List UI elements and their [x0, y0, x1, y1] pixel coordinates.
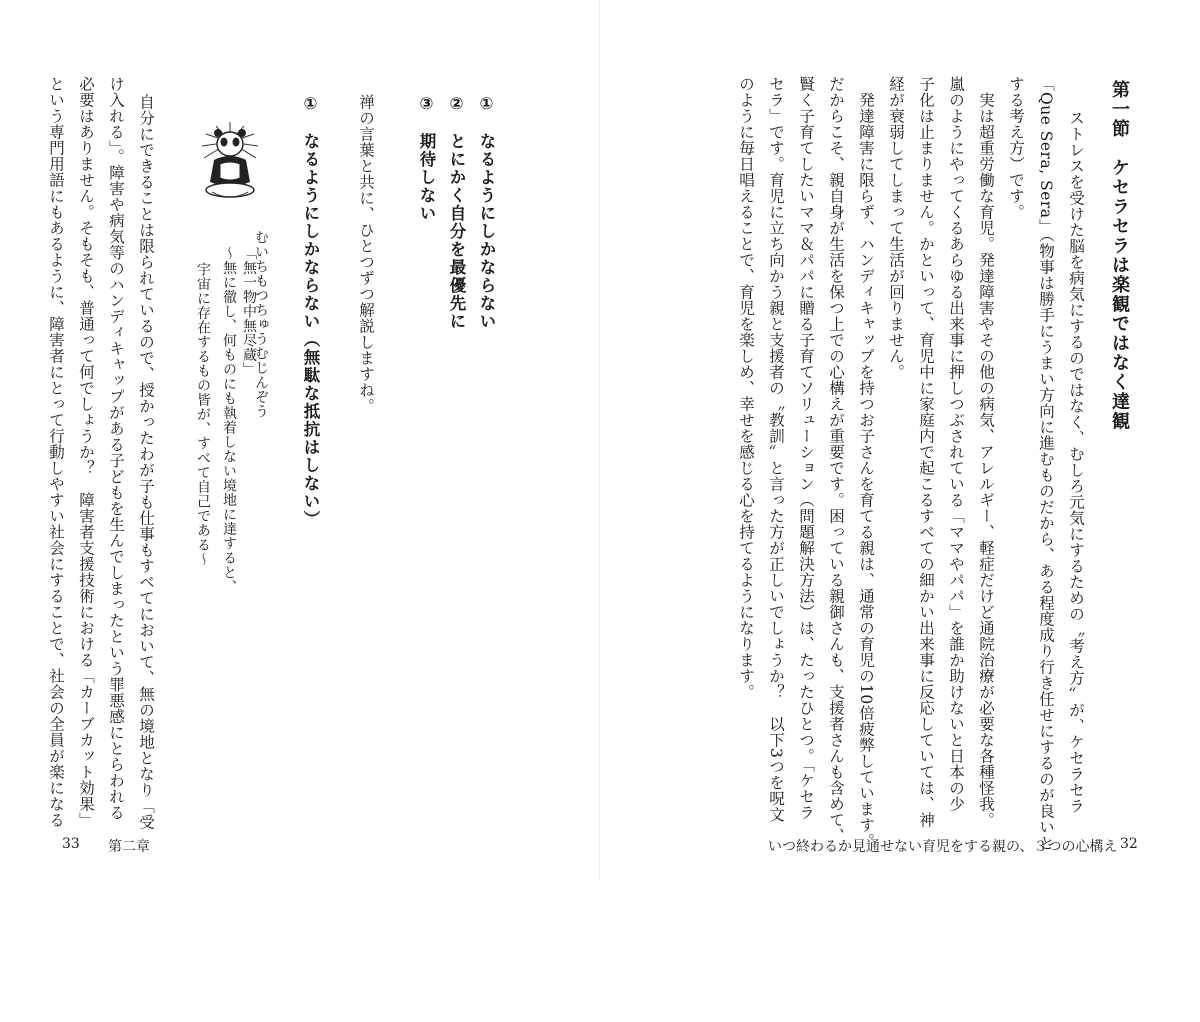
running-head: いつ終わるか見通せない育児をする親の、３つの心構え — [768, 839, 1118, 855]
body-line-r7: 経が衰弱してしまって生活が回りません。 — [887, 76, 905, 380]
page-33 — [0, 0, 600, 880]
intro-text: 禅の言葉と共に、ひとつずつ解説しますね。 — [357, 94, 375, 414]
section-title: 第一節 ケセラセラは楽観ではなく達観 — [1109, 80, 1130, 431]
zen-explanation-2: 宇宙に存在するもの皆が、すべて自己である～ — [195, 262, 211, 567]
body-line-r9: だからこそ、親自身が生活を保つ上での心構えが重要です。困っている親御さんも、支援者さんも含めて、 — [827, 76, 845, 844]
page-number-33: 33 — [62, 836, 80, 852]
zen-explanation-1: ～無に徹し、何ものにも執着しない境地に達すると、 — [221, 246, 237, 594]
page-32 — [600, 0, 1200, 880]
zen-quote: 「無一物中無尽蔵」 — [241, 246, 257, 377]
body-line-l1: 自分にできることは限られているので、授かったわが子も仕事もすべてにおいて、無の境地となり「受 — [137, 94, 155, 830]
body-line-r10: 賢く子育てしたいママ＆パパに贈る子育てソリューション（問題解決方法）は、たったひとつ。「ケセラ — [797, 76, 815, 821]
monk-illustration — [198, 120, 262, 214]
zen-ruby: むいちもつちゅうむじんぞう — [253, 230, 269, 419]
body-line-l2: け入れる」。障害や病気等のハンディキャップがある子どもを生んでしまったという罪悪感にとらわれる — [107, 76, 125, 821]
list-item-2: ② とにかく自分を最優先に — [447, 94, 466, 331]
body-line-r4: 実は超重労働な育児。発達障害やその他の病気、アレルギー、軽症だけど通院治療が必要な各種怪我。 — [977, 92, 995, 828]
monk-icon — [198, 120, 262, 210]
list-item-1: ① なるようにしかならない — [477, 94, 496, 331]
page-number-32: 32 — [1120, 836, 1138, 852]
body-line-r6: 子化は止まりません。かといって、育児中に家庭内で起こるすべての細かい出来事に反応していては、神 — [917, 76, 935, 828]
chapter-label: 第二章 — [108, 839, 150, 855]
subsection-heading: ① なるようにしかならない（無駄な抵抗はしない） — [301, 94, 320, 529]
body-line-r1: ストレスを受けた脳を病気にするのではなく、むしろ元気にするための〝考え方〟が、ケセラセラ — [1067, 110, 1085, 814]
body-line-r8: 発達障害に限らず、ハンディキャップを持つお子さんを育てる親は、通常の育児の10倍疲弊しています。 — [857, 92, 875, 849]
body-line-r11: セラ」です。育児に立ち向かう親と支援者の〝教訓〟と言った方が正しいでしょうか？ 以下3つを呪文 — [767, 76, 785, 823]
body-line-r5: 嵐のようにやってくるあらゆる出来事に押しつぶされている「ママやパパ」を誰か助けないと日本の少 — [947, 76, 965, 812]
body-line-r2: 「Que Sera, Sera」（物事は勝手にうまい方向に進むものだから、ある程度成り行き任せにするのが良いと — [1037, 76, 1055, 851]
body-line-l4: という専門用語にもあるように、障害者にとって行動しやすい社会にすることで、社会の全員が楽になる — [47, 76, 65, 828]
list-item-3: ③ 期待しない — [417, 94, 436, 223]
body-line-r12: のように毎日唱えることで、育児を楽しめ、幸せを感じる心を持てるようになります。 — [737, 76, 755, 700]
body-line-r3: する考え方）です。 — [1007, 76, 1025, 220]
body-line-l3: 必要はありません。そもそも、普通って何でしょうか？ 障害者支援技術における「カーブカット効果」 — [77, 76, 95, 828]
